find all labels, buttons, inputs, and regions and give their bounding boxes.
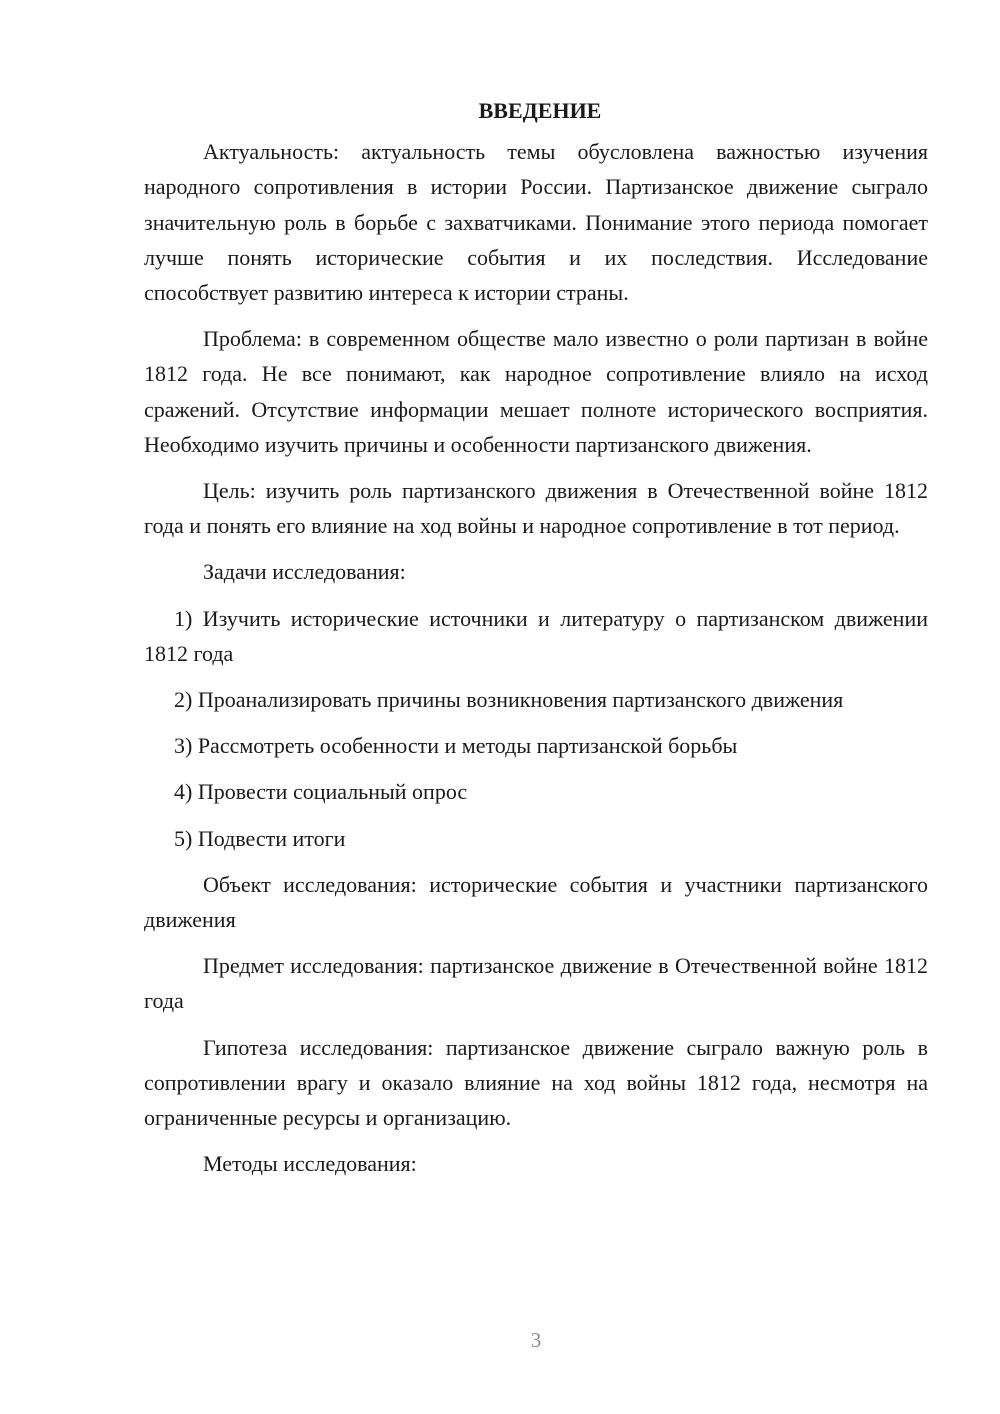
page-number: 3 [530,1328,542,1352]
paragraph-goal: Цель: изучить роль партизанского движения в Отечественной войне 1812 года и понять его влияние на ход войны и народное сопротивление в тот период. [144,478,928,539]
paragraph-problem: Проблема: в современном обществе мало известно о роли партизан в войне 1812 года. Не все понимают, как народное сопротивление влияло на исход сражений. Отсутствие информации мешает полноте исторического восприятия. Необходимо изучить причины и особенности партизанского движения. [144,326,928,457]
section-title: ВВЕДЕНИЕ [478,98,602,123]
paragraph-relevance: Актуальность: актуальность темы обусловлена важностью изучения народного сопротивления в истории России. Партизанское движение сыграло значительную роль в борьбе с захватчиками. Понимание этого периода помогает лучше понять исторические события и их последствия. Исследование способствует развитию интереса к истории страны. [144,139,928,306]
task-item-2: 2) Проанализировать причины возникновения партизанского движения [174,687,844,713]
paragraph-object: Объект исследования: исторические события и участники партизанского движения [144,871,928,933]
methods-heading: Методы исследования: [203,1151,417,1177]
task-item-4: 4) Провести социальный опрос [174,779,468,805]
page-content [144,93,928,1192]
tasks-heading: Задачи исследования: [203,559,406,585]
task-item-3: 3) Рассмотреть особенности и методы партизанской борьбы [174,733,738,759]
paragraph-hypothesis: Гипотеза исследования: партизанское движение сыграло важную роль в сопротивлении врагу и оказало влияние на ход войны 1812 года, несмотря на ограниченные ресурсы и организацию. [144,1034,928,1131]
task-item-5: 5) Подвести итоги [174,825,346,851]
task-item-1: 1) Изучить исторические источники и литературу о партизанском движении 1812 года [144,605,928,666]
paragraph-subject: Предмет исследования: партизанское движение в Отечественной войне 1812 года [144,953,928,1014]
